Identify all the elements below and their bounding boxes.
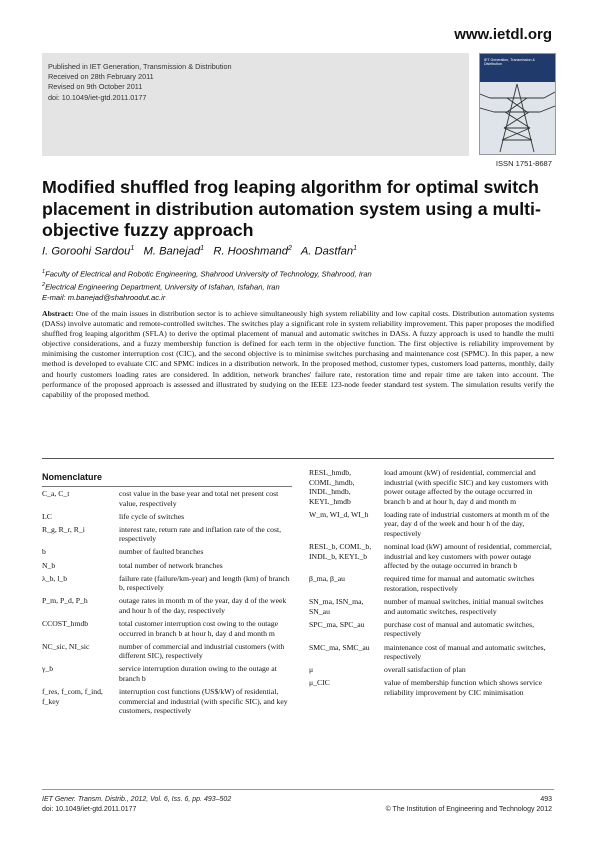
abstract-text: One of the main issues in distribution sector is to achieve simultaneously high system reliability and low capital costs. Distribution automation systems (DASs) involve automatic and remote-controlled switches. The switches play a significant role in system reliability improvement. This paper proposes the modified shuffled frog leaping algorithm (SFLA) to derive the optimal placement of manual and automatic switches in DASs. A fuzzy approach is used to handle the multi objective considerations, and a fuzzy membership function is defined for each term in the objective function. The first objective is reliability improvement by minimising the customer interruption cost (CIC), and the second objective is to minimise switches purchasing and maintenance cost (SPMC). In this paper, a new method is developed to evaluate CIC and SPMC indices in a distribution network. In the proposed method, customer types, customers load patterns, monthly, daily and hourly customers loading rates are considered. In addition, network branches' failure rate, restoration time and repair time are taken into account. The performance of the proposed approach is assessed and illustrated by studying on the IEEE 123-node feeder standard test system. The simulation results verify the capability of the proposed method. xyxy=(42,309,555,399)
nomenclature-symbol: μ xyxy=(309,665,314,675)
nomenclature-row xyxy=(42,561,292,571)
nomenclature-row xyxy=(42,596,292,615)
nomenclature-description: failure rate (failure/km-year) and length (km) of branch b, respectively xyxy=(119,573,290,593)
journal-cover-image xyxy=(479,53,556,155)
nomenclature-description: loading rate of industrial customers at month m of the year, day d of the week and hour h of the day, respectively xyxy=(384,509,550,539)
nomenclature-row xyxy=(309,468,554,506)
author-affiliation-mark: 1 xyxy=(353,245,357,252)
divider xyxy=(42,486,292,487)
nomenclature-description: number of faulted branches xyxy=(119,547,204,557)
pylon-icon xyxy=(480,82,555,154)
footer-doi[interactable]: doi: 10.1049/iet-gtd.2011.0177 xyxy=(42,805,137,813)
nomenclature-row xyxy=(309,542,554,571)
nomenclature-symbol: μ_CIC xyxy=(309,678,330,688)
nomenclature-description: purchase cost of manual and automatic switches, respectively xyxy=(384,619,535,639)
nomenclature-symbol: N_b xyxy=(42,560,56,570)
nomenclature-symbol: b xyxy=(42,547,46,557)
nomenclature-description: cost value in the base year and total net present cost value, respectively xyxy=(119,489,279,508)
doi[interactable]: doi: 10.1049/iet-gtd.2011.0177 xyxy=(48,92,147,102)
divider xyxy=(42,458,554,459)
affiliation-mark: 1 xyxy=(42,269,46,275)
footer-right xyxy=(386,795,552,814)
nomenclature-symbol: P_m, P_d, P_h xyxy=(42,596,88,606)
nomenclature-description: maintenance cost of manual and automatic switches, respectively xyxy=(384,642,546,662)
nomenclature-row xyxy=(42,664,292,683)
nomenclature-description: overall satisfaction of plan xyxy=(384,665,466,675)
footer-journal: IET Gener. Transm. Distrib., 2012, Vol. 6, Iss. 6, pp. 493–502 xyxy=(42,796,232,803)
nomenclature-row xyxy=(42,489,292,508)
nomenclature-symbol: β_ma, β_au xyxy=(309,574,346,584)
affiliations xyxy=(42,267,372,303)
nomenclature-description: required time for manual and automatic switches restoration, respectively xyxy=(384,574,535,594)
nomenclature-symbol: W_m, WI_d, WI_h xyxy=(309,509,369,519)
abstract xyxy=(42,309,554,400)
abstract-label: Abstract: xyxy=(42,309,74,318)
nomenclature-symbol: f_res, f_com, f_ind, f_key xyxy=(42,687,103,706)
nomenclature-symbol: R_g, R_r, R_i xyxy=(42,524,85,534)
nomenclature-symbol: RESL_b, COML_b, INDL_b, KEYL_b xyxy=(309,542,372,561)
nomenclature-description: total number of network branches xyxy=(119,560,223,570)
nomenclature-row xyxy=(42,525,292,544)
copyright: © The Institution of Engineering and Technology 2012 xyxy=(385,805,552,813)
publication-info xyxy=(48,62,232,103)
nomenclature-row xyxy=(309,678,554,697)
author-affiliation-mark: 2 xyxy=(288,245,292,252)
site-url[interactable]: www.ietdl.org xyxy=(454,26,552,43)
author-name: R. Hooshmand xyxy=(213,245,288,258)
nomenclature-description: outage rates in month m of the year, day d of the week and hour h of the day, respectively xyxy=(119,596,287,615)
nomenclature-description: nominal load (kW) amount of residential, commercial, industrial and key customers with power outage affected by the outage occurred in branch b xyxy=(384,542,552,571)
email[interactable]: E-mail: m.banejad@shahroodut.ac.ir xyxy=(42,292,166,302)
nomenclature-symbol: γ_b xyxy=(42,664,54,674)
nomenclature-description: service interruption duration owing to the outage at branch b xyxy=(119,664,277,683)
nomenclature-row xyxy=(309,620,554,639)
nomenclature-row xyxy=(42,574,292,593)
nomenclature-symbol: SMC_ma, SMC_au xyxy=(309,642,370,652)
nomenclature-row xyxy=(309,643,554,662)
nomenclature-symbol: NC_sic, NI_sic xyxy=(42,641,90,651)
nomenclature-symbol: λ_b, l_b xyxy=(42,573,68,583)
page-number: 493 xyxy=(540,796,552,803)
nomenclature-description: number of commercial and industrial customers (with different SIC), respectively xyxy=(119,641,285,661)
author-list xyxy=(42,245,357,258)
affiliation xyxy=(42,267,372,280)
nomenclature-description: number of manual switches, initial manual switches and automatic switches, respectively xyxy=(384,597,544,616)
revised-date: Revised on 9th October 2011 xyxy=(48,82,143,92)
author-affiliation-mark: 1 xyxy=(130,245,135,252)
issn: ISSN 1751-8687 xyxy=(495,159,552,168)
nomenclature-row xyxy=(309,597,554,616)
author-name: M. Banejad xyxy=(143,245,201,258)
nomenclature-description: life cycle of switches xyxy=(119,511,185,521)
divider xyxy=(42,789,554,790)
affiliation-mark: 2 xyxy=(42,281,46,288)
nomenclature-description: value of membership function which shows service reliability improvement by CIC minimisation xyxy=(384,678,542,697)
nomenclature-description: load amount (kW) of residential, commercial and industrial (with specific SIC) and key customers with power outage affected by the outage occurred in branch b and at hour h, day d and month m xyxy=(384,468,549,506)
nomenclature-heading: Nomenclature xyxy=(42,472,103,482)
nomenclature-right-column xyxy=(309,468,554,701)
affiliation-text: Faculty of Electrical and Robotic Engineering, Shahrood University of Technology, Shahrood, Iran xyxy=(45,269,372,279)
author-name: I. Goroohi Sardou xyxy=(42,245,131,258)
nomenclature-row xyxy=(309,665,554,675)
nomenclature-row xyxy=(309,510,554,539)
nomenclature-symbol: CCOST_hmdb xyxy=(42,619,89,629)
nomenclature-description: interest rate, return rate and inflation rate of the cost, respectively xyxy=(119,524,282,544)
author-affiliation-mark: 1 xyxy=(200,245,205,252)
nomenclature-description: total customer interruption cost owing to the outage occurred in branch b at hour h, day d and month m xyxy=(119,619,279,638)
nomenclature-symbol: C_a, C_t xyxy=(42,489,70,498)
nomenclature-left-column xyxy=(42,489,292,719)
nomenclature-row xyxy=(42,687,292,716)
nomenclature-symbol: LC xyxy=(42,511,52,521)
cover-title: IET Generation, Transmission & Distribution xyxy=(484,58,535,67)
nomenclature-row xyxy=(42,547,292,557)
article-title: Modified shuffled frog leaping algorithm for optimal switch placement in distribution automation system using a multi-objective fuzzy approach xyxy=(42,177,541,240)
nomenclature-row xyxy=(42,619,292,638)
nomenclature-row xyxy=(42,642,292,661)
footer-citation xyxy=(42,795,231,814)
received-date: Received on 28th February 2011 xyxy=(48,72,154,82)
affiliation-text: Electrical Engineering Department, University of Isfahan, Isfahan, Iran xyxy=(45,282,280,292)
nomenclature-symbol: SN_ma, ISN_ma, SN_au xyxy=(309,597,364,616)
published-in: Published in IET Generation, Transmission & Distribution xyxy=(48,62,232,71)
affiliation xyxy=(42,280,372,293)
nomenclature-description: interruption cost functions (US$/kW) of residential, commercial and industrial (with specific SIC), and key customers, respectively xyxy=(119,687,288,716)
nomenclature-row xyxy=(309,574,554,593)
nomenclature-symbol: SPC_ma, SPC_au xyxy=(309,619,365,629)
author-name: A. Dastfan xyxy=(300,245,354,258)
nomenclature-symbol: RESL_hmdb, COML_hmdb, INDL_hmdb, KEYL_hmdb xyxy=(309,468,355,506)
nomenclature-row xyxy=(42,512,292,522)
